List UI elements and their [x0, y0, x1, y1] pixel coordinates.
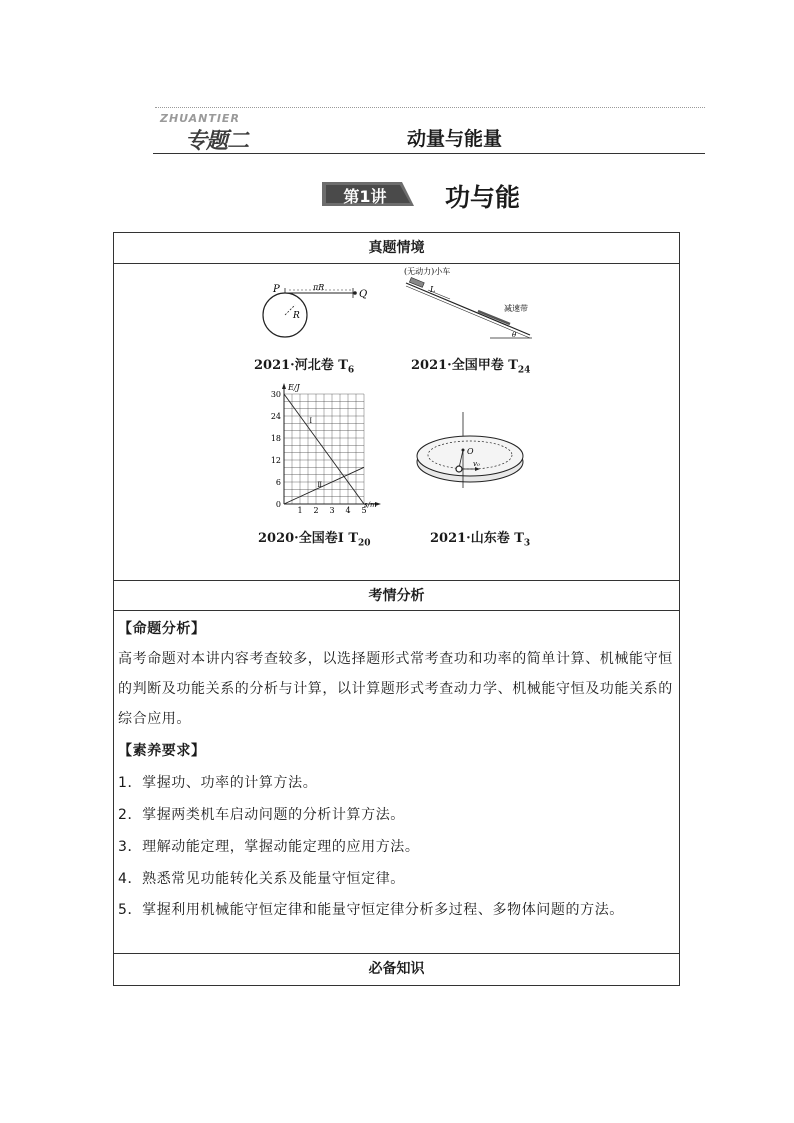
chart-energy-vs-displacement — [268, 380, 383, 520]
chart-xtick-label: 1 — [297, 506, 303, 515]
requirements-label: 【素养要求】 — [118, 743, 206, 759]
figure-circle-track — [255, 282, 375, 347]
label-length: L — [430, 285, 436, 294]
chart-xtick-label: 5 — [361, 506, 367, 515]
label-pi-r: πR — [313, 283, 325, 292]
analysis-text: 高考命题对本讲内容考查较多，以选择题形式常考查功和功率的简单计算、机械能守恒的判断及功能关系的分析与计算，以计算题形式考查动力学、机械能守恒及功能关系的综合应用。 — [118, 651, 673, 727]
chart-ytick-label: 6 — [275, 478, 281, 487]
chart-ytick-label: 0 — [275, 500, 281, 509]
caption-quanguo-1: 2020·全国卷Ⅰ $T_{20}$ — [258, 531, 371, 549]
analysis-label: 【命题分析】 — [118, 621, 206, 637]
chart-xlabel: s/m — [364, 501, 377, 509]
header-rule — [153, 153, 705, 154]
topic-number: 专题二 — [185, 129, 249, 154]
requirement-item: 4．熟悉常见功能转化关系及能量守恒定律。 — [118, 871, 405, 887]
table-rule — [113, 610, 680, 611]
chart-ytick-label: 24 — [270, 412, 281, 421]
chart-xtick-label: 4 — [345, 506, 351, 515]
series-label-2: Ⅱ — [317, 481, 323, 490]
section-heading-exam-analysis: 考情分析 — [368, 588, 425, 604]
requirement-item: 2．掌握两类机车启动问题的分析计算方法。 — [118, 807, 405, 823]
label-p: P — [273, 284, 280, 295]
chart-ylabel: E/J — [288, 383, 300, 392]
lecture-number: 第1讲 — [343, 187, 387, 206]
label-speed-bump: 减速带 — [504, 304, 528, 313]
chart-xtick-label: 2 — [313, 506, 319, 515]
topic-title: 动量与能量 — [407, 128, 503, 150]
label-q: Q — [359, 289, 368, 300]
figure-disk-rotation — [415, 410, 530, 490]
chart-ytick-label: 12 — [270, 456, 281, 465]
header-dotted-rule — [155, 107, 705, 108]
topic-pinyin: ZHUANTIER — [160, 112, 240, 125]
chart-ytick-label: 18 — [270, 434, 281, 443]
label-v0: v₀ — [473, 460, 480, 468]
label-center-o: O — [467, 447, 474, 456]
table-rule — [113, 953, 680, 954]
caption-shandong: 2021·山东卷 $T_3$ — [430, 531, 531, 549]
chart-ytick-label: 30 — [270, 390, 281, 399]
table-rule — [113, 263, 680, 264]
figure-incline-cart — [400, 265, 535, 340]
requirement-item: 3．理解动能定理，掌握动能定理的应用方法。 — [118, 839, 420, 855]
series-label-1: Ⅰ — [309, 416, 313, 425]
section-heading-real-problems: 真题情境 — [368, 240, 425, 256]
label-radius: R — [293, 311, 300, 321]
table-rule — [113, 580, 680, 581]
lecture-title: 功与能 — [445, 183, 521, 212]
caption-quanguo-jia: 2021·全国甲卷 $T_{24}$ — [411, 358, 531, 376]
section-heading-essential-knowledge: 必备知识 — [368, 961, 425, 977]
caption-hebei: 2021·河北卷 $T_6$ — [254, 358, 355, 376]
requirement-item: 1．掌握功、功率的计算方法。 — [118, 775, 318, 791]
requirement-item: 5．掌握利用机械能守恒定律和能量守恒定律分析多过程、多物体问题的方法。 — [118, 902, 624, 918]
label-angle: θ — [512, 331, 517, 339]
label-cart: (无动力)小车 — [404, 267, 451, 276]
chart-xtick-label: 3 — [329, 506, 335, 515]
